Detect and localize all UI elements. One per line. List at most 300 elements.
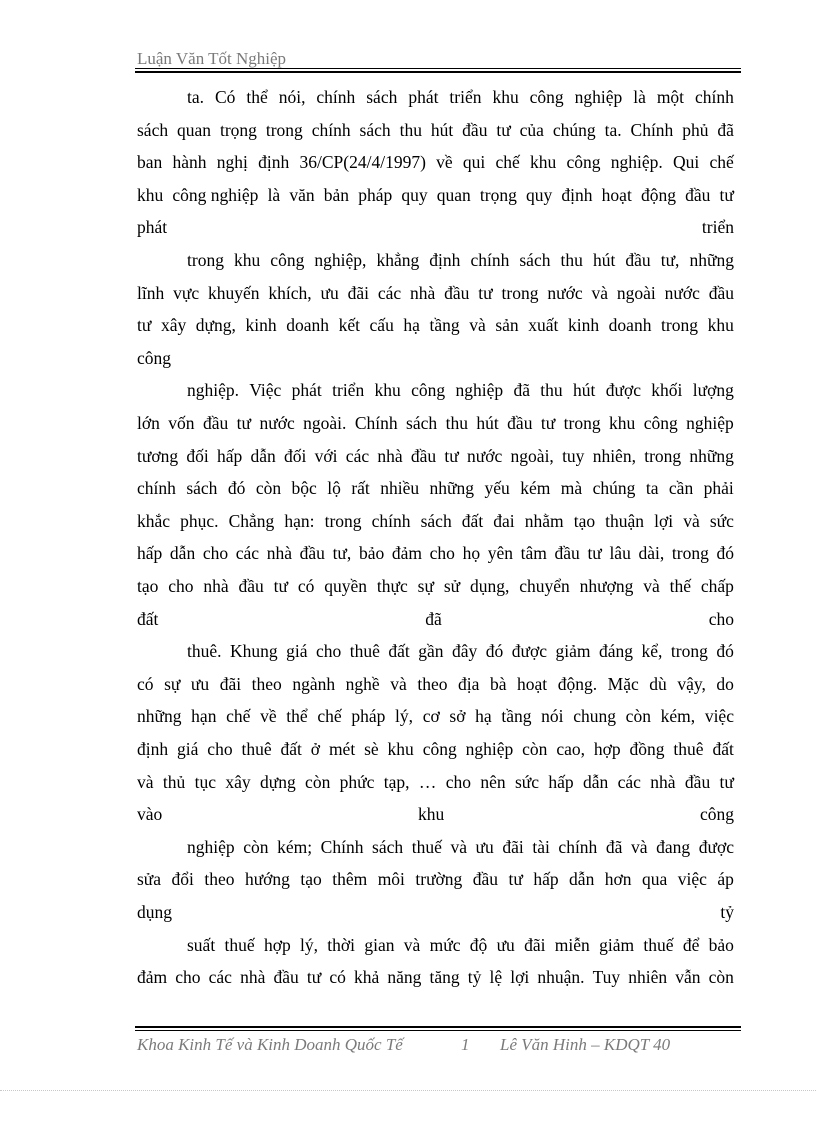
- word: nhà: [240, 967, 266, 988]
- word: chính: [470, 250, 510, 270]
- word: đất: [280, 739, 302, 759]
- word: giá: [286, 641, 308, 662]
- word: tư: [540, 413, 556, 433]
- word: việc: [704, 706, 734, 727]
- word: thời: [327, 934, 356, 955]
- word: lệ: [489, 967, 503, 988]
- word: phát: [137, 217, 168, 238]
- word: chính: [558, 836, 598, 857]
- word: kể,: [641, 641, 663, 662]
- word: Chính: [354, 413, 398, 433]
- word: hơn: [604, 869, 632, 890]
- word: phát: [408, 87, 439, 107]
- word: lý,: [395, 706, 414, 727]
- word: định: [561, 184, 593, 205]
- word: đãi: [347, 282, 369, 303]
- paragraph-line: [137, 866, 734, 892]
- page-header-title: Luận Văn Tốt Nghiệp: [137, 49, 287, 68]
- word: sách: [372, 836, 404, 857]
- word: pháp: [351, 706, 386, 727]
- word: vậy,: [677, 673, 706, 694]
- word: cho: [168, 576, 194, 596]
- word: nước: [467, 445, 503, 466]
- footer-author: Lê Văn Hinh – KDQT 40: [500, 1035, 671, 1054]
- footer-page-number: 1: [461, 1035, 470, 1054]
- word: đảm: [137, 967, 168, 988]
- word: thể: [286, 706, 308, 727]
- word: các: [235, 543, 260, 564]
- word: kinh: [567, 315, 600, 336]
- word: bộc: [291, 478, 317, 499]
- word: đất: [712, 739, 734, 759]
- word: năng: [387, 967, 422, 988]
- word: nhà: [203, 576, 229, 596]
- word: tư,: [660, 250, 680, 270]
- word: khu: [387, 739, 414, 759]
- word: việc: [677, 869, 707, 890]
- word: bà: [489, 673, 507, 694]
- word: sè: [364, 739, 379, 759]
- word: địa: [458, 673, 480, 694]
- word: lộ: [327, 478, 341, 499]
- word: nhiên: [628, 967, 668, 988]
- word: các: [617, 771, 641, 792]
- word: đai: [493, 510, 515, 531]
- word: hút: [476, 413, 499, 433]
- word: triển: [332, 380, 365, 401]
- word: dài,: [638, 543, 665, 564]
- word: thể: [246, 87, 268, 107]
- word: còn: [522, 739, 548, 759]
- word: Tuy: [592, 967, 621, 988]
- word: khu: [234, 250, 261, 270]
- word: tư: [236, 413, 252, 433]
- word: dẫn: [583, 771, 609, 792]
- word: đầu: [410, 445, 437, 466]
- word: sửa: [137, 869, 162, 890]
- paragraph-line: [137, 280, 734, 306]
- word: chế: [495, 152, 520, 173]
- word: vào: [137, 804, 163, 825]
- word: đất: [388, 641, 410, 662]
- word: kết: [338, 315, 360, 336]
- word: trong: [187, 250, 224, 270]
- word: và: [643, 576, 660, 596]
- word: tư: [587, 543, 602, 564]
- word: đầu: [625, 250, 651, 270]
- word: trong: [563, 413, 601, 433]
- word: tư: [508, 869, 523, 890]
- word: dẫn: [569, 869, 595, 890]
- paragraph-line: [137, 214, 734, 240]
- word: ta: [645, 478, 659, 499]
- word: động: [640, 184, 676, 205]
- word: ưu: [320, 282, 339, 303]
- word: dựng: [259, 771, 296, 792]
- word: nên: [480, 771, 506, 792]
- word: sách: [137, 119, 169, 140]
- word: hấp: [216, 445, 243, 466]
- paragraph-line: [137, 671, 734, 697]
- word: tư: [306, 967, 322, 988]
- word: cao,: [556, 739, 585, 759]
- paragraph-line: [187, 84, 734, 110]
- word: về: [260, 706, 277, 727]
- word: thế: [669, 576, 691, 596]
- word: đầu: [708, 282, 734, 303]
- word: công: [699, 804, 734, 825]
- word: lượng: [692, 380, 734, 401]
- word: đảm: [391, 543, 422, 564]
- paragraph-line: [187, 377, 734, 403]
- word: định: [137, 739, 169, 759]
- word: có: [329, 967, 346, 988]
- word: theo: [204, 869, 235, 890]
- paragraph-line: [187, 834, 734, 860]
- word: đầu: [444, 282, 470, 303]
- word: tạo: [300, 869, 322, 890]
- word: những: [689, 250, 734, 270]
- word: cấu: [369, 315, 394, 336]
- word: lĩnh: [137, 282, 165, 303]
- word: vực: [173, 282, 200, 303]
- word: cho: [207, 739, 233, 759]
- word: dù: [649, 673, 667, 694]
- word: thuê: [349, 641, 380, 662]
- word: đó: [716, 543, 734, 564]
- word: ta.: [604, 119, 622, 140]
- word: khẳng: [376, 250, 420, 270]
- word: triển: [449, 87, 482, 107]
- word: cho: [708, 608, 734, 629]
- word: và: [683, 510, 700, 531]
- word: đầu: [299, 543, 325, 564]
- word: hạ: [403, 315, 420, 336]
- word: hấp: [137, 543, 163, 564]
- word: công: [643, 413, 678, 433]
- word: nghiệp: [187, 836, 235, 857]
- word: tăng: [429, 967, 460, 988]
- word: hút: [430, 119, 454, 140]
- paragraph-line: [137, 475, 734, 501]
- word: sự: [417, 576, 434, 596]
- word: ngành: [292, 673, 336, 694]
- word: và: [631, 836, 648, 857]
- word: trọng: [219, 119, 257, 140]
- word: sách: [420, 510, 452, 531]
- word: khu: [609, 413, 636, 433]
- word: tư,: [332, 543, 352, 564]
- word: của: [519, 119, 544, 140]
- word: qua: [642, 869, 668, 890]
- word: để: [682, 934, 700, 955]
- word: cho: [175, 967, 201, 988]
- footer-rule-thin: [135, 1030, 741, 1031]
- word: chính: [316, 87, 356, 107]
- word: sách: [519, 250, 551, 270]
- word: kém,: [660, 706, 696, 727]
- word: hành: [172, 152, 207, 173]
- word: đối: [186, 445, 209, 466]
- word: hợp: [263, 934, 291, 955]
- word: họ: [462, 543, 481, 564]
- word: thu: [560, 250, 583, 270]
- word: đãi: [502, 836, 524, 857]
- word: đó: [716, 641, 734, 662]
- word: khu: [707, 315, 734, 336]
- word: sở: [449, 706, 466, 727]
- word: đất: [461, 510, 484, 531]
- word: nhuận.: [537, 967, 585, 988]
- word: lớn: [137, 413, 160, 433]
- word: đã: [717, 119, 734, 140]
- word: giảm: [599, 934, 635, 955]
- word: đáng: [599, 641, 634, 662]
- word: tục: [194, 771, 216, 792]
- word: chúng: [592, 478, 636, 499]
- word: tỷ: [720, 902, 734, 922]
- word: quan: [436, 184, 471, 205]
- word: đầu: [684, 771, 711, 792]
- word: là: [633, 87, 646, 107]
- word: thuê: [241, 739, 272, 759]
- word: hạn:: [284, 510, 315, 531]
- word: phát: [291, 380, 322, 401]
- word: Chính: [320, 836, 364, 857]
- word: công nghiệp: [172, 184, 259, 205]
- word: đây: [452, 641, 478, 662]
- word: nói,: [278, 87, 306, 107]
- word: đó: [227, 478, 246, 499]
- paragraph-line: [187, 638, 734, 664]
- word: ngoài,: [510, 445, 554, 466]
- word: những: [689, 445, 734, 466]
- word: dụng: [137, 902, 172, 922]
- word: các: [208, 967, 232, 988]
- word: tư: [273, 576, 289, 596]
- word: mức: [429, 934, 461, 955]
- word: nghiệp: [686, 413, 734, 433]
- word: những: [137, 706, 182, 727]
- word: tư: [478, 282, 493, 303]
- word: hấp: [533, 869, 559, 890]
- word: nhằm: [524, 510, 564, 531]
- word: hợp: [593, 739, 621, 759]
- paragraph-line: [187, 247, 734, 273]
- word: Mặc: [607, 673, 639, 694]
- word: quy: [526, 184, 553, 205]
- word: pháp: [358, 184, 393, 205]
- footer-rule-thick: [135, 1026, 741, 1028]
- word: trong: [671, 543, 709, 564]
- word: yên: [487, 543, 513, 564]
- word: hoạt: [601, 184, 632, 205]
- word: công: [566, 152, 601, 173]
- word: tâm: [520, 543, 547, 564]
- word: nghiệp.: [187, 380, 240, 401]
- word: những: [429, 478, 475, 499]
- word: đầu: [462, 119, 488, 140]
- word: công: [411, 380, 446, 401]
- word: các: [377, 282, 402, 303]
- word: Việc: [249, 380, 282, 401]
- paragraph-line: [137, 149, 734, 175]
- word: khu: [374, 380, 401, 401]
- word: doanh: [608, 315, 652, 336]
- word: tư: [496, 119, 511, 140]
- word: trong: [265, 119, 303, 140]
- word: trọng: [479, 184, 517, 205]
- word: lợi: [654, 510, 674, 531]
- word: phức: [339, 771, 375, 792]
- word: nghiệp,: [314, 250, 367, 270]
- word: cho: [445, 771, 472, 792]
- word: được: [511, 641, 548, 662]
- word: chính: [371, 510, 411, 531]
- word: thuế: [224, 934, 255, 955]
- word: tư: [444, 445, 459, 466]
- word: nhà: [377, 445, 403, 466]
- word: đầu: [202, 413, 229, 433]
- word: được: [605, 380, 641, 401]
- word: cho: [202, 543, 229, 564]
- word: khu: [418, 804, 445, 825]
- paragraph-line: [137, 606, 734, 632]
- word: nước: [664, 282, 700, 303]
- word: hoạt: [517, 673, 548, 694]
- word: chính: [137, 478, 176, 499]
- word: chúng: [552, 119, 596, 140]
- word: tạp,: [383, 771, 410, 792]
- word: Khung: [230, 641, 278, 662]
- word: qui: [462, 152, 486, 173]
- word: thu: [540, 380, 563, 401]
- word: mét: [328, 739, 356, 759]
- word: sản: [495, 315, 519, 336]
- word: đầu: [273, 967, 299, 988]
- word: đãi: [219, 673, 242, 694]
- word: chính: [695, 87, 734, 107]
- word: chính: [311, 119, 351, 140]
- word: tài: [532, 836, 550, 857]
- word: sức: [709, 510, 734, 531]
- word: cho: [429, 543, 455, 564]
- word: sử: [443, 576, 461, 596]
- paragraph-line: [137, 540, 734, 566]
- word: đất: [137, 608, 159, 629]
- word: mà: [560, 478, 583, 499]
- paragraph-line: [137, 573, 734, 599]
- word: dụng,: [469, 576, 510, 596]
- word: thuế: [643, 934, 674, 955]
- word: nhà: [266, 543, 292, 564]
- word: quan: [177, 119, 212, 140]
- word: gian: [364, 934, 395, 955]
- word: định: [258, 152, 290, 173]
- word: văn: [289, 184, 315, 205]
- word: do: [716, 673, 734, 694]
- word: đã: [513, 380, 530, 401]
- page-bottom-dotted-border: [0, 1090, 816, 1091]
- word: nước: [259, 413, 295, 433]
- word: vốn: [168, 413, 195, 433]
- word: hút: [592, 250, 616, 270]
- word: khích,: [268, 282, 312, 303]
- word: xây: [160, 315, 187, 336]
- word: đã: [425, 608, 442, 629]
- word: sức: [514, 771, 540, 792]
- word: công: [529, 87, 564, 107]
- word: khu: [492, 87, 519, 107]
- word: tạo: [573, 510, 596, 531]
- word: chấp: [700, 576, 734, 596]
- word: nghiệp.: [610, 152, 663, 173]
- word: đầu: [554, 543, 580, 564]
- paragraph-line: [137, 964, 734, 990]
- word: tạo: [137, 576, 159, 596]
- word: đầu: [238, 576, 264, 596]
- word: khả: [353, 967, 380, 988]
- paragraph-line: [137, 703, 734, 729]
- word: nhiên,: [592, 445, 636, 466]
- word: công: [137, 347, 172, 368]
- word: 36/CP(24/4/1997): [299, 152, 426, 173]
- paragraph-line: [137, 736, 734, 762]
- word: giá: [177, 739, 199, 759]
- word: khối: [651, 380, 683, 401]
- word: dẫn: [169, 543, 196, 564]
- word: khuyến: [207, 282, 260, 303]
- word: Chính: [630, 119, 674, 140]
- word: áp: [717, 869, 734, 890]
- word: còn: [305, 771, 331, 792]
- word: chế: [226, 706, 251, 727]
- word: trong: [324, 510, 362, 531]
- word: khu: [530, 152, 557, 173]
- header-rule-thick: [135, 71, 741, 73]
- word: hút: [573, 380, 596, 401]
- word: chế: [317, 706, 342, 727]
- word: động.: [557, 673, 598, 694]
- word: còn: [708, 967, 734, 988]
- word: vẫn: [675, 967, 701, 988]
- word: còn: [243, 836, 269, 857]
- word: công: [270, 250, 305, 270]
- word: và: [450, 836, 467, 857]
- word: thuê: [673, 739, 704, 759]
- word: đang: [656, 836, 691, 857]
- word: có: [297, 576, 315, 596]
- word: cơ: [422, 706, 440, 727]
- word: ta.: [187, 87, 205, 107]
- word: đổi: [171, 869, 194, 890]
- header-rule-thin: [135, 68, 741, 69]
- word: nghiệp: [465, 739, 514, 759]
- footer-faculty: Khoa Kinh Tế và Kinh Doanh Quốc Tế: [137, 1035, 403, 1054]
- word: trong: [644, 445, 682, 466]
- word: thu: [399, 119, 422, 140]
- word: ưu: [190, 673, 210, 694]
- word: sự: [164, 673, 181, 694]
- word: đã: [605, 836, 623, 857]
- word: bảo: [708, 934, 734, 955]
- word: nghiệp: [455, 380, 504, 401]
- word: lợi: [510, 967, 530, 988]
- word: thêm: [332, 869, 368, 890]
- word: cần: [668, 478, 694, 499]
- paragraph-line: [137, 769, 734, 795]
- word: nước: [547, 282, 583, 303]
